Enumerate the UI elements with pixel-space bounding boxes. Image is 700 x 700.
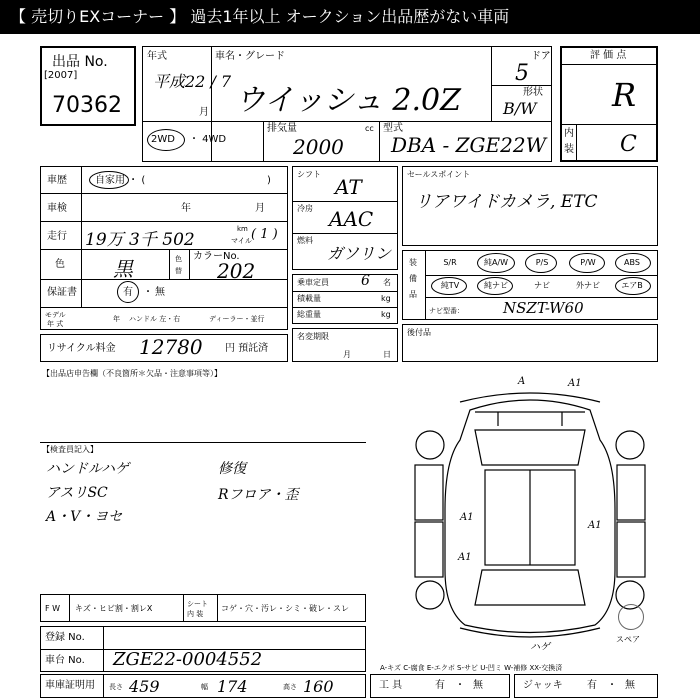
jack-has: 有 <box>587 680 597 691</box>
load-label: 積載量 <box>297 294 321 303</box>
inspector-line-2: アスリSC <box>46 485 108 501</box>
nav-model-value: NSZT-W60 <box>503 299 584 317</box>
diagram-mark-front-2: A1 <box>568 378 582 389</box>
car-name: ウイッシュ 2.0Z <box>235 83 461 118</box>
history-value: 自家用 ・ ( <box>95 175 146 186</box>
mileage-value: 19万 3千 502 <box>85 230 195 250</box>
jack-sep: ・ <box>607 680 617 691</box>
fuel-label: 燃料 <box>297 236 313 245</box>
lot-label: 出品 No. <box>52 54 108 70</box>
interior-row <box>40 594 366 622</box>
lot-year-tag: [2007] <box>44 70 78 81</box>
interior-label-2: 装 <box>564 144 574 155</box>
shape-label: 形状 <box>523 87 543 98</box>
auction-sheet <box>8 38 692 696</box>
load-unit: kg <box>381 294 391 303</box>
diagram-mark-front: A <box>518 376 526 387</box>
lot-number: 70362 <box>52 93 122 118</box>
sales-point-label: セールスポイント <box>407 170 471 179</box>
equip-sr: S/R <box>443 258 457 267</box>
drive-4wd: ・ 4WD <box>189 134 227 145</box>
jack-box <box>514 674 658 698</box>
mileage-paren: ( 1 ) <box>251 227 278 242</box>
jack-none: 無 <box>625 680 635 691</box>
model-row-handle: ハンドル 左・右 <box>129 315 181 323</box>
capacity-box <box>292 274 398 324</box>
warranty-label: 保証書 <box>47 287 77 298</box>
diagram-mark-left-1: A1 <box>460 512 474 523</box>
shift-label: シフト <box>297 170 321 179</box>
recycle-unit: 円 預託済 <box>225 343 269 354</box>
recycle-label: リサイクル料金 <box>47 343 116 354</box>
header-box <box>142 46 552 162</box>
inspection-month: 月 <box>255 203 265 214</box>
interior-value: C <box>620 132 637 157</box>
history-label: 車歴 <box>47 175 67 186</box>
color-label: 色 <box>55 259 65 270</box>
equipment-label-2: 備 <box>409 274 417 283</box>
name-change-month: 月 <box>343 350 351 359</box>
equip-ps: P/S <box>535 258 549 267</box>
chassis-value: ZGE22-0004552 <box>113 649 263 670</box>
afterfit-box <box>402 324 658 362</box>
fw-label: F W <box>45 604 61 613</box>
dims-height-value: 160 <box>303 677 334 696</box>
grade-box <box>560 46 658 162</box>
equip-airbag: エアB <box>621 281 643 290</box>
model-row-label-1: モデル <box>45 311 66 319</box>
spec-box <box>292 166 398 270</box>
type-label: 型式 <box>383 123 403 134</box>
dims-len-value: 459 <box>129 677 160 696</box>
color-value: 黒 <box>113 257 133 281</box>
month-unit: 月 <box>199 107 209 118</box>
doors-value: 5 <box>515 61 529 86</box>
dims-label: 車庫証明用 <box>45 680 95 691</box>
sales-point-value: リアワイドカメラ, ETC <box>415 192 598 212</box>
dims-width-label: 幅 <box>201 683 208 691</box>
name-change-label: 名変期限 <box>297 332 329 341</box>
recycle-value: 12780 <box>139 335 203 359</box>
diagram-mark-right: A1 <box>588 520 602 531</box>
dims-box <box>40 674 366 698</box>
afterfit-label: 後付品 <box>407 328 431 337</box>
warranty-has: 有 <box>123 287 133 298</box>
equip-ext-nav: 外ナビ <box>576 281 600 290</box>
model-row-year: 年 <box>113 315 120 323</box>
interior-label-1: 内 <box>564 128 574 139</box>
recycle-box <box>40 334 288 362</box>
mileage-unit-mile: マイル <box>231 237 252 245</box>
color-code-value: 202 <box>217 259 256 283</box>
spare-label: スペア <box>616 635 640 644</box>
model-year-label: 年式 <box>147 51 167 62</box>
diagram-mark-rear: ハゲ <box>530 642 550 650</box>
chassis-label: 車台 No. <box>45 655 85 666</box>
model-row-label-2: 年 式 <box>47 320 64 328</box>
lot-box <box>40 46 136 126</box>
equip-genuine-nav: 純ナビ <box>484 281 508 290</box>
tools-label: 工 具 <box>379 680 403 691</box>
displacement-value: 2000 <box>293 135 344 159</box>
displacement-label: 排気量 <box>267 123 297 134</box>
nav-model-label: ナビ型番： <box>429 307 464 315</box>
spare-tire-icon <box>618 604 644 630</box>
mileage-label: 走行 <box>47 231 67 242</box>
equipment-box <box>402 250 658 320</box>
jack-label: ジャッキ <box>523 680 563 691</box>
weight-label: 総重量 <box>297 310 321 319</box>
seat-detail: コゲ・穴・汚レ・シミ・破レ・スレ <box>221 604 349 613</box>
registration-box <box>40 626 366 672</box>
inspector-right-2: Rフロア・歪 <box>218 487 299 503</box>
tools-has: 有 <box>435 680 445 691</box>
doors-label: ドア <box>531 51 551 62</box>
history-close: ) <box>267 175 271 186</box>
warranty-none: 無 <box>155 287 165 298</box>
dims-len-label: 長さ <box>109 683 123 691</box>
inspection-year: 年 <box>181 203 191 214</box>
type-value: DBA - ZGE22W <box>391 133 547 157</box>
displacement-unit: cc <box>365 124 374 133</box>
diagram-mark-left-2: A1 <box>458 552 472 563</box>
sales-point-box <box>402 166 658 246</box>
model-row-dealer: ディーラー・並行 <box>209 315 265 323</box>
warranty-sep: ・ <box>143 287 153 298</box>
repaint-label-1: 色 <box>175 255 182 263</box>
equip-abs: ABS <box>624 258 640 267</box>
equipment-label-1: 装 <box>409 258 417 267</box>
drive-2wd: 2WD <box>151 134 175 145</box>
equip-pw: P/W <box>580 258 596 267</box>
fuel-value: ガソリン <box>327 244 392 263</box>
grade-value: R <box>612 76 637 114</box>
dims-width-value: 174 <box>217 677 248 696</box>
shape-value: B/W <box>503 99 537 118</box>
model-year-value: 平成22 / 7 <box>153 72 232 91</box>
inspection-label: 車検 <box>47 203 67 214</box>
equip-tv: 純TV <box>440 281 460 290</box>
mileage-unit-km: km <box>237 225 248 233</box>
ac-value: AAC <box>329 207 374 231</box>
fw-detail: キズ・ヒビ割・割レX <box>75 604 153 613</box>
inspector-line-3: A・V・ヨセ <box>46 509 123 525</box>
dims-height-label: 高さ <box>283 683 297 691</box>
repaint-label-2: 替 <box>175 267 182 275</box>
inspector-line-1: ハンドルハゲ <box>46 461 130 477</box>
inspector-label: 【検査員記入】 <box>42 445 98 454</box>
equip-alloy-wheel: 純A/W <box>483 258 509 267</box>
seller-notes-label: 【出品店申告欄（不良箇所＊欠品・注意事項等）】 <box>42 369 222 378</box>
inspector-right-1: 修復 <box>218 461 246 477</box>
color-code-label: カラーNo. <box>193 251 240 262</box>
ac-label: 冷房 <box>297 204 313 213</box>
capacity-value: 6 <box>361 273 370 289</box>
name-change-day: 日 <box>383 350 391 359</box>
tools-box <box>370 674 510 698</box>
grade-label: 評 価 点 <box>590 50 627 61</box>
name-label: 車名・グレード <box>215 51 285 62</box>
equip-nav: ナビ <box>534 281 550 290</box>
seat-label-1: シート <box>187 600 208 608</box>
shift-value: AT <box>335 175 362 199</box>
registration-label: 登録 No. <box>45 632 85 643</box>
tools-sep: ・ <box>455 680 465 691</box>
details-box <box>40 166 288 330</box>
capacity-label: 乗車定員 <box>297 278 329 287</box>
tools-none: 無 <box>473 680 483 691</box>
capacity-unit: 名 <box>383 278 391 287</box>
damage-legend: A-キズ C-腐食 E-エクボ S-サビ U-凹ミ W-補修 XX-交換済 <box>380 664 563 672</box>
weight-unit: kg <box>381 310 391 319</box>
name-change-box <box>292 328 398 362</box>
seat-label-2: 内 装 <box>187 610 204 618</box>
equipment-label-3: 品 <box>409 290 417 299</box>
banner: 【 売切りEXコーナー 】 過去1年以上 オークション出品歴がない車両 <box>0 0 700 34</box>
